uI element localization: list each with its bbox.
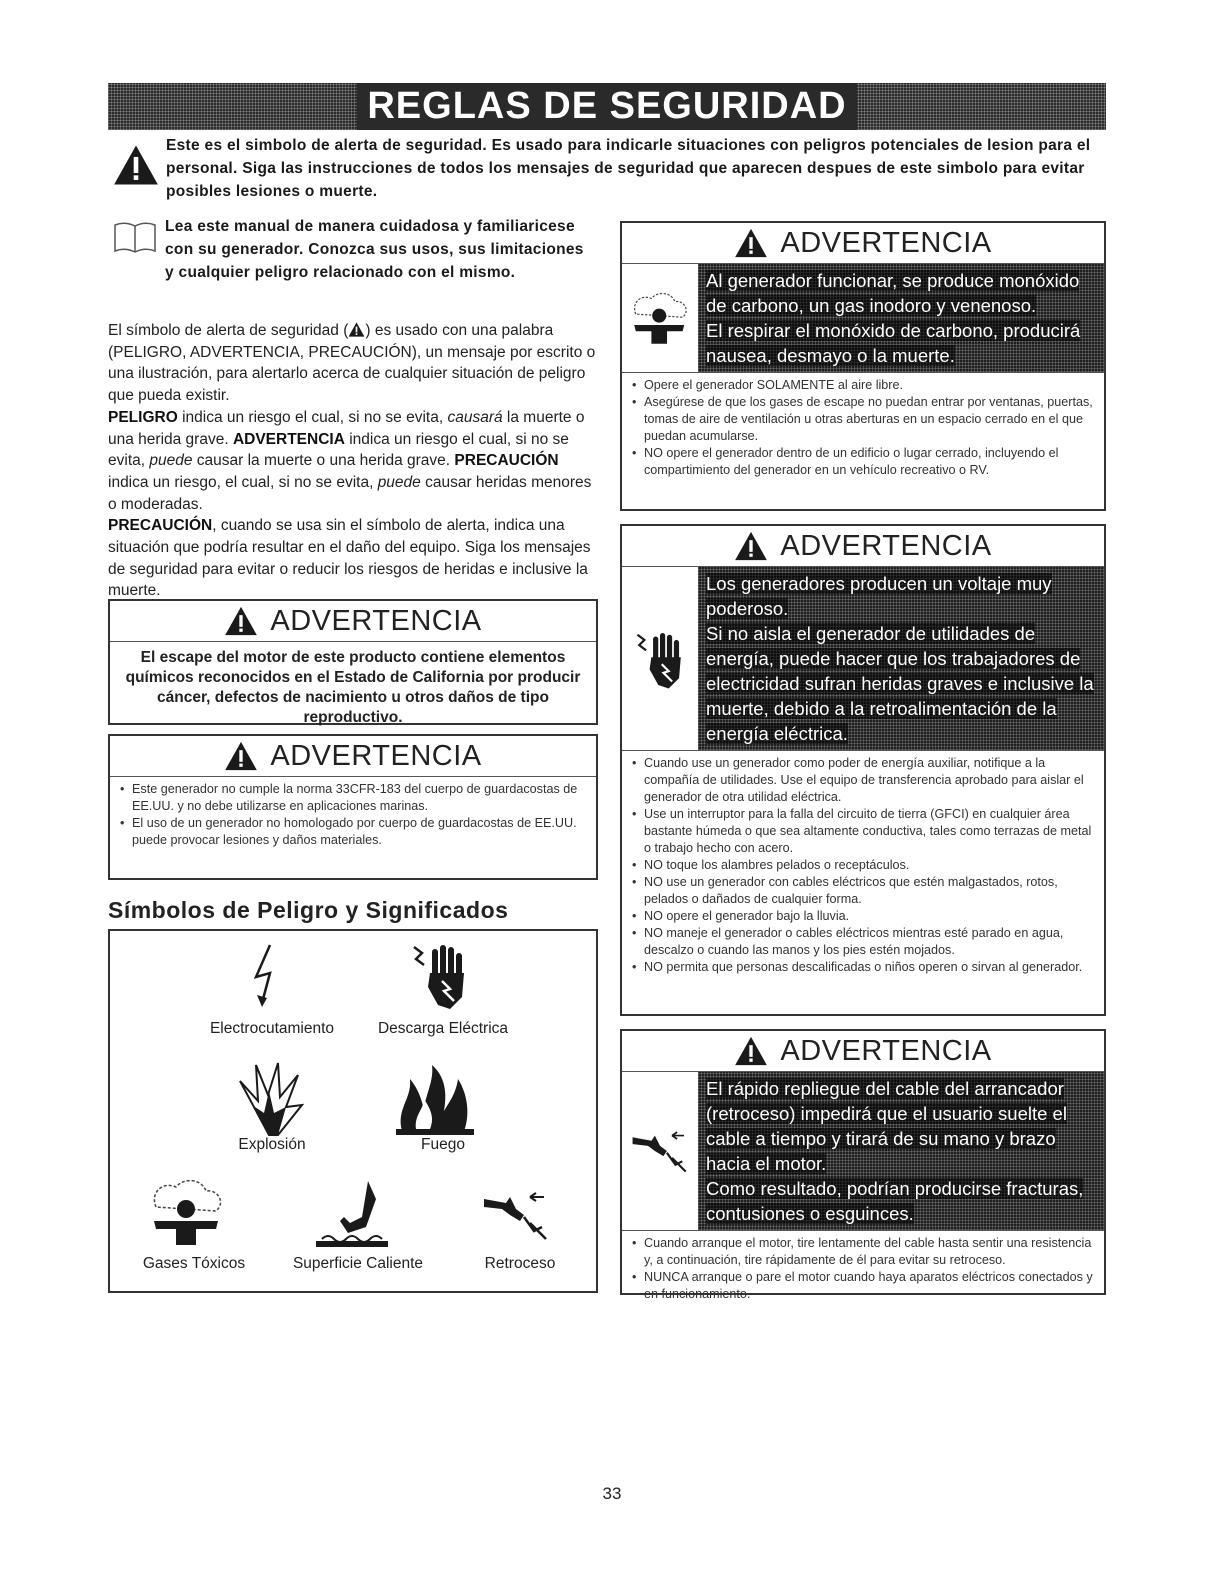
electric-shock-hand-icon: [634, 627, 686, 691]
explain-text: indica un riesgo, el cual, si no se evita,: [108, 473, 378, 491]
warning-label: ADVERTENCIA: [780, 529, 992, 562]
precaucion-term: PRECAUCIÓN: [108, 517, 213, 535]
warning-title: [110, 601, 596, 641]
symbol-label-shock: Descarga Eléctrica: [377, 1020, 509, 1037]
symbol-label-hot: Superficie Caliente: [292, 1255, 424, 1272]
toxic-gas-icon: [146, 1177, 228, 1247]
warning-title: [622, 1031, 1104, 1071]
list-item: • NO opere el generador dentro de un edificio o lugar cerrado, incluyendo el compartimiento del generador en un vehículo recreativo o RV.: [630, 445, 1098, 479]
list-item: • El uso de un generador no homologado por cuerpo de guardacostas de EE.UU. puede provocar lesiones y daños materiales.: [118, 815, 590, 849]
symbol-label-electrocution: Electrocutamiento: [209, 1020, 335, 1037]
warning-label: ADVERTENCIA: [270, 604, 482, 637]
warning-label: ADVERTENCIA: [270, 739, 482, 772]
explain-emphasis: puede: [377, 473, 421, 491]
list-item: • Asegúrese de que los gases de escape no puedan entrar por ventanas, puertas, tomas de aire de ventilación u otras aberturas en un espacio cerrado en el que puedan acumularse.: [630, 394, 1098, 445]
title-banner: [108, 83, 1106, 130]
precaucion-term: PRECAUCIÓN: [454, 452, 559, 470]
peligro-term: PELIGRO: [108, 408, 178, 426]
safety-alert-icon: [224, 741, 258, 771]
symbols-box: [108, 929, 598, 1293]
warning-voltage-list: [622, 750, 1104, 980]
safety-alert-icon: [224, 606, 258, 636]
warning-pictogram: [622, 567, 698, 750]
warning-dark-text: El rápido repliegue del cable del arrancador (retroceso) impedirá que el usuario suelte el cable a tiempo y tirará de su mano y brazo hacia el motor.: [706, 1078, 1067, 1174]
list-item: • NUNCA arranque o pare el motor cuando haya aparatos eléctricos conectados y en funcionamiento.: [630, 1269, 1098, 1303]
alert-explanation: [108, 320, 598, 602]
safety-alert-icon: [348, 322, 365, 337]
warning-voltage: [620, 524, 1106, 1016]
page-number: 33: [602, 1484, 622, 1503]
explain-emphasis: puede: [149, 452, 193, 470]
warning-carbon-monoxide: [620, 221, 1106, 511]
warning-title: [622, 526, 1104, 566]
warning-title: [110, 736, 596, 776]
warning-dark-text: Como resultado, podrían producirse fracturas, contusiones o esguinces.: [706, 1178, 1084, 1224]
explain-emphasis: causará: [447, 408, 503, 426]
warning-dark-panel: [698, 264, 1104, 372]
list-item: • Cuando arranque el motor, tire lentamente del cable hasta sentir una resistencia y, a continuación, tire rápidamente de él para evitar su retroceso.: [630, 1235, 1098, 1269]
warning-co-list: [622, 372, 1104, 483]
list-item: • Cuando use un generador como poder de energía auxiliar, notifique a la compañía de utilidades. Use el equipo de transferencia aprobado para aislar el generador de otra utilidad eléctrica.: [630, 755, 1098, 806]
book-icon: [112, 221, 158, 255]
safety-alert-icon: [113, 144, 159, 186]
warning-dark-panel: [698, 1072, 1104, 1230]
explain-text: causar heridas menores o moderadas.: [108, 473, 592, 513]
warning-dark-text: Si no aisla el generador de utilidades de energía, puede hacer que los trabajadores de electricidad sufran heridas graves e inclusive la muerte, debido a la retroalimentación de la energía eléctrica.: [706, 623, 1094, 744]
list-item: • NO permita que personas descalificadas o niños operen o sirvan al generador.: [630, 959, 1098, 976]
warning-kickback-list: [622, 1230, 1104, 1307]
symbol-label-kickback: Retroceso: [484, 1255, 556, 1272]
safety-alert-icon: [734, 531, 768, 561]
toxic-gas-icon: [628, 286, 692, 350]
safety-alert-icon: [734, 228, 768, 258]
warning-kickback: [620, 1029, 1106, 1301]
page-title: REGLAS DE SEGURIDAD: [357, 83, 856, 130]
symbols-heading: Símbolos de Peligro y Significados: [108, 897, 509, 923]
safety-alert-icon: [734, 1036, 768, 1066]
list-item: • Opere el generador SOLAMENTE al aire libre.: [630, 377, 1098, 394]
warning-dark-text: Los generadores producen un voltaje muy poderoso.: [706, 573, 1052, 619]
warning-pictogram: [622, 1072, 698, 1230]
list-item: • NO opere el generador bajo la lluvia.: [630, 908, 1098, 925]
explain-text: El símbolo de alerta de seguridad (: [108, 322, 349, 339]
symbol-label-toxic: Gases Tóxicos: [142, 1255, 246, 1272]
warning-marine: [108, 734, 598, 880]
manual-note-text: Lea este manual de manera cuidadosa y familiaricese con su generador. Conozca sus usos, sus limitaciones y cualquier peligro relacionado con el mismo.: [165, 218, 584, 281]
intro-block: [108, 134, 1108, 204]
list-item: • NO use un generador con cables eléctricos que estén malgastados, rotos, pelados o dañados de cualquier forma.: [630, 874, 1098, 908]
fire-icon: [394, 1059, 476, 1137]
kickback-icon: [629, 1127, 691, 1175]
intro-text: Este es el simbolo de alerta de seguridad. Es usado para indicarle situaciones con peligros potenciales de lesion para el personal. Siga las instrucciones de todos los mensajes de seguridad que aparecen despues de este simbolo para evitar posibles lesiones o muerte.: [166, 137, 1091, 200]
warning-title: [622, 223, 1104, 263]
explain-text: , cuando se usa sin el símbolo de alerta, indica una situación que podría resultar en el daño del equipo. Siga los mensajes de seguridad para evitar o reducir los riesgos de heridas e inclusive la muerte.: [108, 517, 591, 600]
explain-text: indica un riesgo el cual, si no se evita,: [177, 408, 448, 426]
list-item: • Use un interruptor para la falla del circuito de tierra (GFCI) en cualquier área bastante húmeda o que sea altamente conductiva, tales como terrazas de metal o trabajo hecho con acero.: [630, 806, 1098, 857]
symbol-label-explosion: Explosión: [238, 1136, 306, 1153]
manual-note: [108, 215, 588, 315]
explain-text: causar la muerte o una herida grave.: [192, 452, 455, 470]
warning-california-text: El escape del motor de este producto contiene elementos químicos reconocidos en el Estado de California por producir cáncer, defectos de nacimiento u otros daños de tipo reproductivo.: [110, 641, 596, 734]
kickback-icon: [480, 1187, 552, 1243]
electric-shock-hand-icon: [410, 939, 470, 1011]
warning-label: ADVERTENCIA: [780, 1034, 992, 1067]
explain-text: indica un riesgo el cual, si no se evita,: [108, 430, 569, 470]
lightning-bolt-icon: [248, 943, 292, 1009]
hot-surface-icon: [310, 1177, 394, 1249]
list-item: • Este generador no cumple la norma 33CFR-183 del cuerpo de guardacostas de EE.UU. y no debe utilizarse en aplicaciones marinas.: [118, 781, 590, 815]
explain-text: la muerte o una herida grave.: [108, 408, 585, 448]
list-item: • NO toque los alambres pelados o receptáculos.: [630, 857, 1098, 874]
warning-california: [108, 599, 598, 725]
symbol-label-fire: Fuego: [421, 1136, 465, 1153]
warning-label: ADVERTENCIA: [780, 226, 992, 259]
warning-dark-text: El respirar el monóxido de carbono, producirá nausea, desmayo o la muerte.: [706, 320, 1081, 366]
explain-text: ) es usado con una palabra (PELIGRO, ADVERTENCIA, PRECAUCIÓN), un mensaje por escrito o una ilustración, para alertarlo acerca de cualquier situación de peligro que pueda existir.: [108, 322, 596, 405]
warning-marine-list: [110, 776, 596, 853]
advertencia-term: ADVERTENCIA: [232, 430, 345, 448]
list-item: • NO maneje el generador o cables eléctricos mientras esté parado en agua, descalzo o cuando las manos y los pies estén mojados.: [630, 925, 1098, 959]
warning-dark-panel: [698, 567, 1104, 750]
warning-dark-text: Al generador funcionar, se produce monóxido de carbono, un gas inodoro y venenoso.: [706, 270, 1080, 316]
warning-pictogram: [622, 264, 698, 372]
explosion-icon: [234, 1061, 304, 1139]
